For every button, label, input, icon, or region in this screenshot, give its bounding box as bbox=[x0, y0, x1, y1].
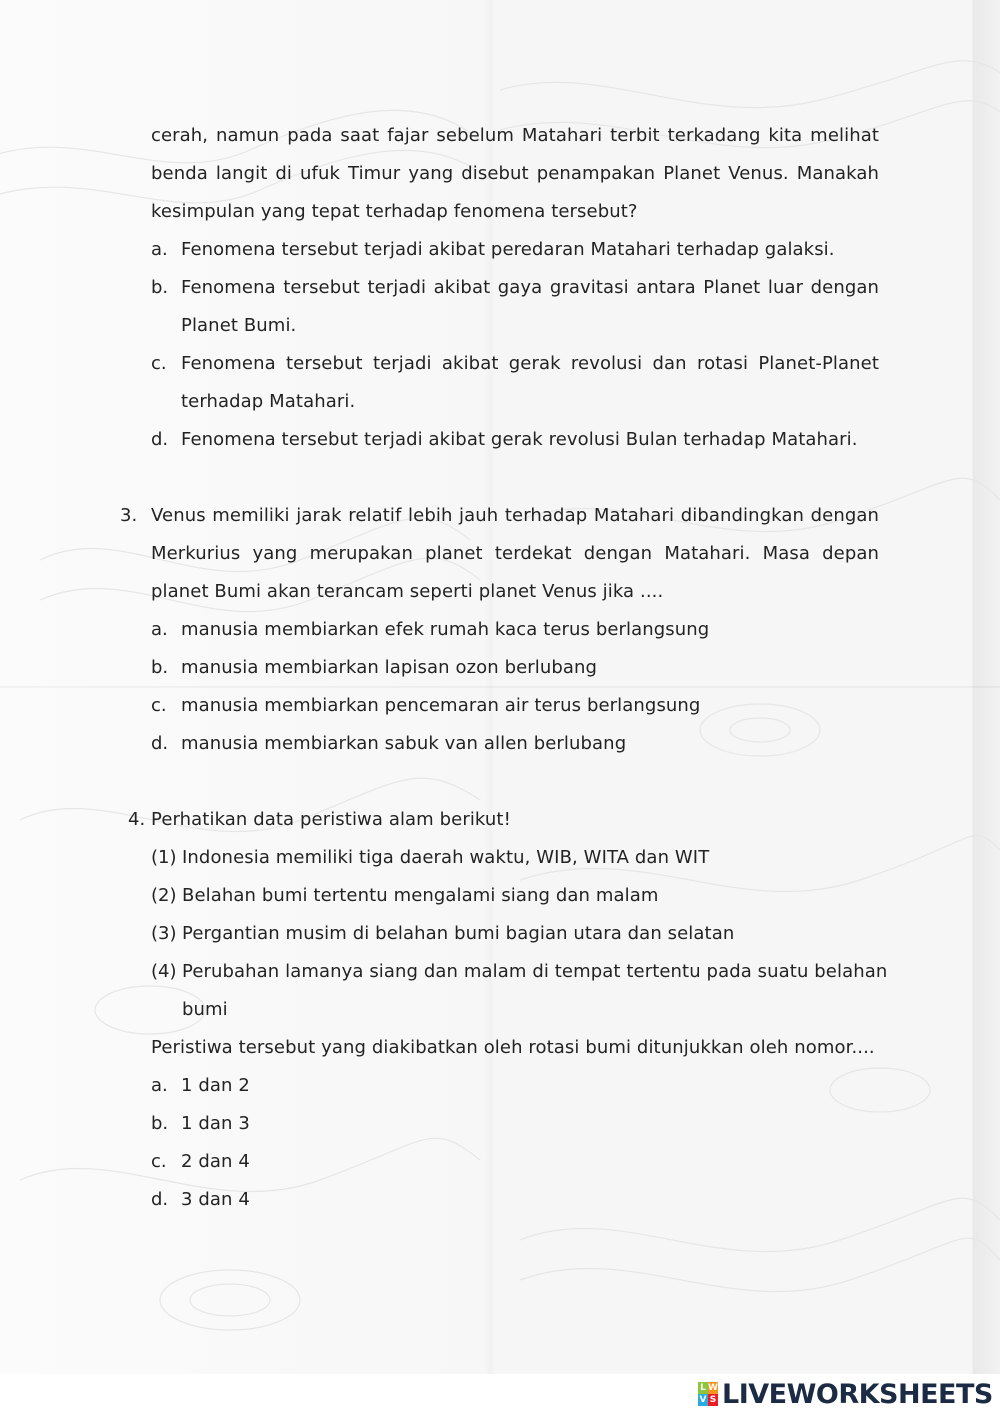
question-text: Peristiwa tersebut yang diakibatkan oleh rotasi bumi ditunjukkan oleh nomor.... bbox=[151, 1037, 875, 1058]
option-a-text[interactable]: manusia membiarkan efek rumah kaca terus berlangsung bbox=[181, 619, 710, 640]
option-letter: c. bbox=[151, 695, 167, 716]
data-item-text-cont: bumi bbox=[182, 999, 228, 1020]
question-text-line: kesimpulan yang tepat terhadap fenomena tersebut? bbox=[151, 201, 638, 222]
logo-mark-letter: L bbox=[698, 1382, 708, 1394]
option-a-text[interactable]: 1 dan 2 bbox=[181, 1075, 250, 1096]
page-fold bbox=[0, 686, 1000, 688]
logo-mark-letter: W bbox=[708, 1383, 718, 1393]
data-item-number: (3) bbox=[151, 923, 177, 944]
data-item-number: (1) bbox=[151, 847, 177, 868]
option-letter: a. bbox=[151, 239, 168, 260]
question-number: 4. bbox=[128, 809, 146, 830]
option-letter: c. bbox=[151, 353, 167, 374]
liveworksheets-logo-text: LIVEWORKSHEETS bbox=[722, 1378, 993, 1410]
option-letter: c. bbox=[151, 1151, 167, 1172]
option-letter: d. bbox=[151, 733, 169, 754]
option-d-text[interactable]: Fenomena tersebut terjadi akibat gerak revolusi Bulan terhadap Matahari. bbox=[181, 429, 858, 450]
option-c-text-cont[interactable]: terhadap Matahari. bbox=[181, 391, 356, 412]
data-item-text: Perubahan lamanya siang dan malam di tempat tertentu pada suatu belahan bbox=[182, 961, 888, 982]
option-d-text[interactable]: 3 dan 4 bbox=[181, 1189, 250, 1210]
data-item-text: Indonesia memiliki tiga daerah waktu, WIB, WITA dan WIT bbox=[182, 847, 710, 868]
option-letter: b. bbox=[151, 657, 169, 678]
question-text-line: Venus memiliki jarak relatif lebih jauh terhadap Matahari dibandingkan dengan bbox=[151, 505, 879, 526]
question-text-line: Merkurius yang merupakan planet terdekat dengan Matahari. Masa depan bbox=[151, 543, 879, 564]
option-b-text[interactable]: 1 dan 3 bbox=[181, 1113, 250, 1134]
data-item-number: (2) bbox=[151, 885, 177, 906]
option-b-text[interactable]: manusia membiarkan lapisan ozon berlubang bbox=[181, 657, 598, 678]
option-letter: a. bbox=[151, 619, 168, 640]
option-c-text[interactable]: Fenomena tersebut terjadi akibat gerak revolusi dan rotasi Planet-Planet bbox=[181, 353, 879, 374]
option-d-text[interactable]: manusia membiarkan sabuk van allen berlubang bbox=[181, 733, 627, 754]
question-intro: Perhatikan data peristiwa alam berikut! bbox=[151, 809, 511, 830]
option-letter: d. bbox=[151, 429, 169, 450]
option-letter: a. bbox=[151, 1075, 168, 1096]
option-c-text[interactable]: 2 dan 4 bbox=[181, 1151, 250, 1172]
logo-mark-letter: S bbox=[709, 1395, 717, 1405]
option-b-text[interactable]: Fenomena tersebut terjadi akibat gaya gravitasi antara Planet luar dengan bbox=[181, 277, 879, 298]
question-text-line: cerah, namun pada saat fajar sebelum Matahari terbit terkadang kita melihat bbox=[151, 125, 879, 146]
data-item-number: (4) bbox=[151, 961, 177, 982]
question-text-line: benda langit di ufuk Timur yang disebut penampakan Planet Venus. Manakah bbox=[151, 163, 879, 184]
option-letter: b. bbox=[151, 277, 169, 298]
question-number: 3. bbox=[120, 505, 138, 526]
logo-mark-letter: V bbox=[699, 1395, 707, 1405]
question-text-line: planet Bumi akan terancam seperti planet Venus jika .... bbox=[151, 581, 664, 602]
option-b-text-cont[interactable]: Planet Bumi. bbox=[181, 315, 297, 336]
option-c-text[interactable]: manusia membiarkan pencemaran air terus berlangsung bbox=[181, 695, 701, 716]
data-item-text: Pergantian musim di belahan bumi bagian utara dan selatan bbox=[182, 923, 735, 944]
option-a-text[interactable]: Fenomena tersebut terjadi akibat peredaran Matahari terhadap galaksi. bbox=[181, 239, 835, 260]
liveworksheets-logo[interactable] bbox=[698, 1378, 993, 1410]
data-item-text: Belahan bumi tertentu mengalami siang dan malam bbox=[182, 885, 659, 906]
liveworksheets-logo-icon bbox=[698, 1382, 718, 1406]
option-letter: d. bbox=[151, 1189, 169, 1210]
option-letter: b. bbox=[151, 1113, 169, 1134]
